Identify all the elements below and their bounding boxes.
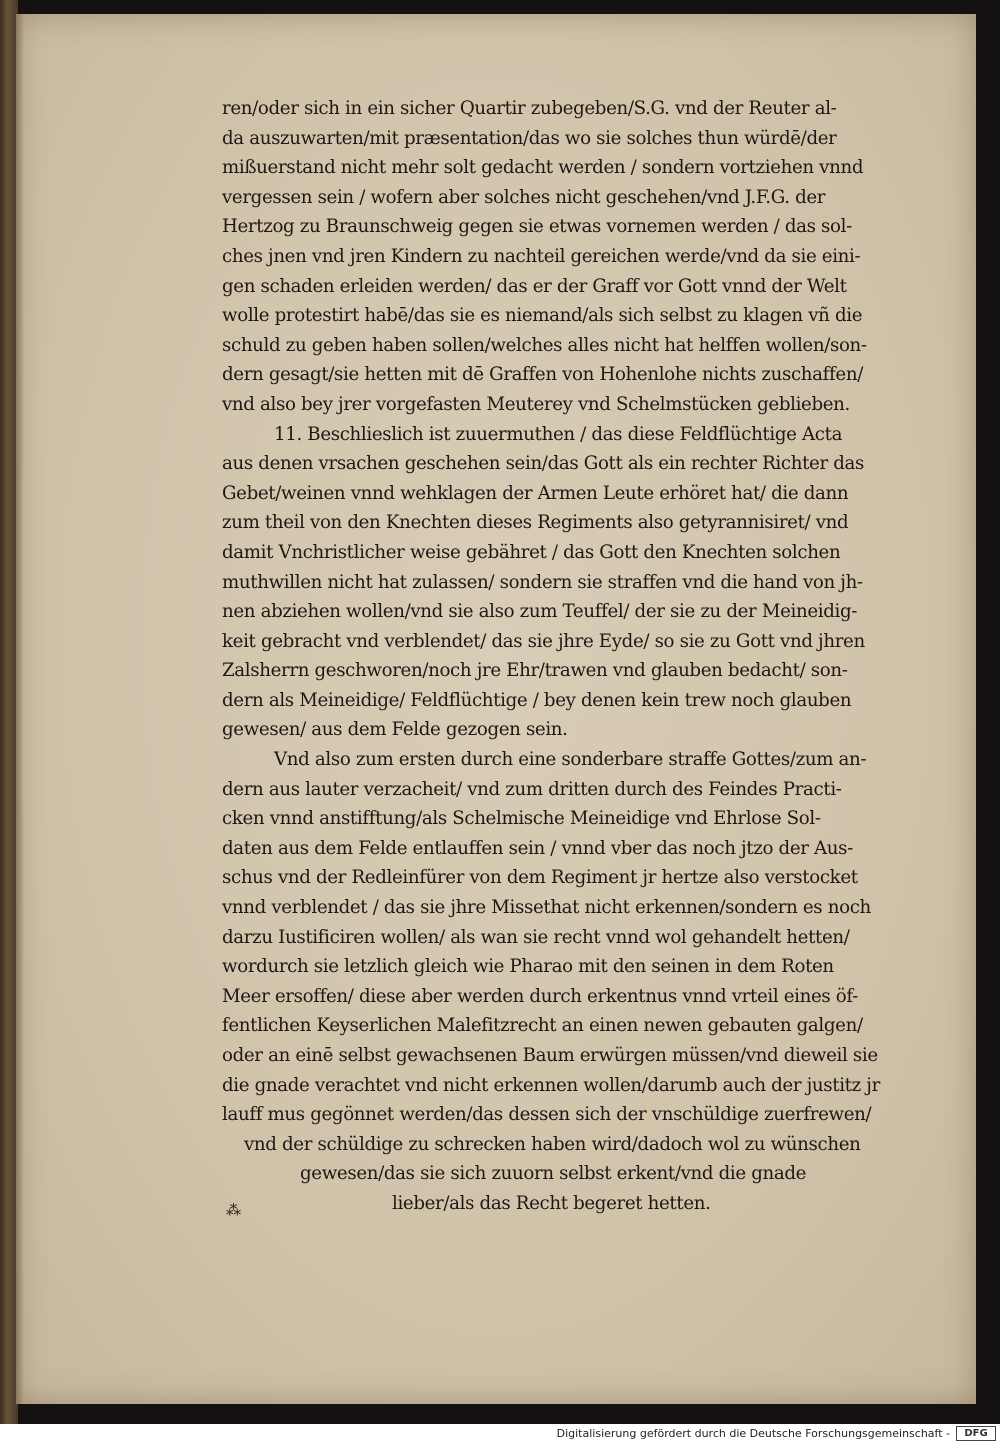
page-text [222, 94, 946, 1219]
text-line: Hertzog zu Braunschweig gegen sie etwas vornemen werden / das sol- [222, 216, 852, 238]
text-line: daten aus dem Felde entlauffen sein / vnnd vber das noch jtzo der Aus- [222, 837, 853, 859]
text-line: darzu Iustificiren wollen/ als wan sie recht vnnd wol gehandelt hetten/ [222, 926, 850, 948]
text-line: Meer ersoffen/ diese aber werden durch erkentnus vnnd vrteil eines öf- [222, 985, 858, 1007]
text-line-taper: vnd der schüldige zu schrecken haben wird/dadoch wol zu wünschen [244, 1133, 861, 1155]
footer-bar [0, 1424, 1000, 1444]
text-line: cken vnnd anstifftung/als Schelmische Meineidige vnd Ehrlose Sol- [222, 808, 821, 830]
text-line: wolle protestirt habē/das sie es niemand/als sich selbst zu klagen vñ die [222, 305, 863, 327]
dfg-logo: DFG [956, 1426, 996, 1441]
text-line-taper: gewesen/das sie sich zuuorn selbst erkent/vnd die gnade [300, 1163, 807, 1185]
text-line: schuld zu geben haben sollen/welches alles nicht hat helffen wollen/son- [222, 334, 867, 356]
text-line: Zalsherrn geschworen/noch jre Ehr/trawen vnd glauben bedacht/ son- [222, 660, 848, 682]
text-line: vnnd verblendet / das sie jhre Missethat nicht erkennen/sondern es noch [222, 897, 871, 919]
text-line: zum theil von den Knechten dieses Regiments also getyrannisiret/ vnd [222, 512, 849, 534]
ornament-mark: ⁂ [226, 1201, 241, 1219]
text-line: gewesen/ aus dem Felde gezogen sein. [222, 719, 568, 741]
text-line: keit gebracht vnd verblendet/ das sie jhre Eyde/ so sie zu Gott vnd jhren [222, 630, 865, 652]
page-edge-shadow [16, 14, 24, 1404]
text-line: dern aus lauter verzacheit/ vnd zum dritten durch des Feindes Practi- [222, 778, 842, 800]
text-line: da auszuwarten/mit præsentation/das wo sie solches thun würdē/der [222, 127, 837, 149]
text-line: fentlichen Keyserlichen Malefitzrecht an einen newen gebauten galgen/ [222, 1015, 863, 1037]
text-line: lauff mus gegönnet werden/das dessen sich der vnschüldige zuerfrewen/ [222, 1104, 872, 1126]
text-line: mißuerstand nicht mehr solt gedacht werden / sondern vortziehen vnnd [222, 157, 864, 179]
text-line: dern als Meineidige/ Feldflüchtige / bey denen kein trew noch glauben [222, 689, 852, 711]
text-line: Gebet/weinen vnnd wehklagen der Armen Leute erhöret hat/ die dann [222, 482, 849, 504]
text-line: schus vnd der Redleinfürer von dem Regiment jr hertze also verstocket [222, 867, 858, 889]
text-line: muthwillen nicht hat zulassen/ sondern sie straffen vnd die hand von jh- [222, 571, 863, 593]
text-line: oder an einē selbst gewachsenen Baum erwürgen müssen/vnd dieweil sie [222, 1045, 878, 1066]
text-line: vnd also bey jrer vorgefasten Meuterey vnd Schelmstücken geblieben. [222, 393, 850, 415]
text-line-numbered-paragraph: 11. Beschlieslich ist zuuermuthen / das diese Feldflüchtige Acta [274, 423, 843, 445]
text-line: aus denen vrsachen geschehen sein/das Gott als ein rechter Richter das [222, 453, 864, 475]
text-line: gen schaden erleiden werden/ das er der Graff vor Gott vnnd der Welt [222, 275, 847, 297]
text-line: wordurch sie letzlich gleich wie Pharao mit den seinen in dem Roten [222, 956, 834, 978]
footer-credit: Digitalisierung gefördert durch die Deutsche Forschungsgemeinschaft - [556, 1427, 950, 1440]
text-line: ches jnen vnd jren Kindern zu nachteil gereichen werde/vnd da sie eini- [222, 245, 861, 267]
text-line: ren/oder sich in ein sicher Quartir zubegeben/S.G. vnd der Reuter al- [222, 98, 837, 119]
text-line: dern gesagt/sie hetten mit dē Graffen von Hohenlohe nichts zuschaffen/ [222, 364, 863, 386]
text-line: nen abziehen wollen/vnd sie also zum Teuffel/ der sie zu der Meineidig- [222, 601, 858, 623]
text-line: die gnade verachtet vnd nicht erkennen wollen/darumb auch der justitz jr [222, 1074, 880, 1096]
text-line: damit Vnchristlicher weise gebähret / das Gott den Knechten solchen [222, 541, 841, 563]
text-line-taper: lieber/als das Recht begeret hetten. [392, 1192, 711, 1214]
text-line-paragraph-start: Vnd also zum ersten durch eine sonderbare straffe Gottes/zum an- [274, 749, 867, 771]
text-line: vergessen sein / wofern aber solches nicht geschehen/vnd J.F.G. der [222, 186, 826, 208]
